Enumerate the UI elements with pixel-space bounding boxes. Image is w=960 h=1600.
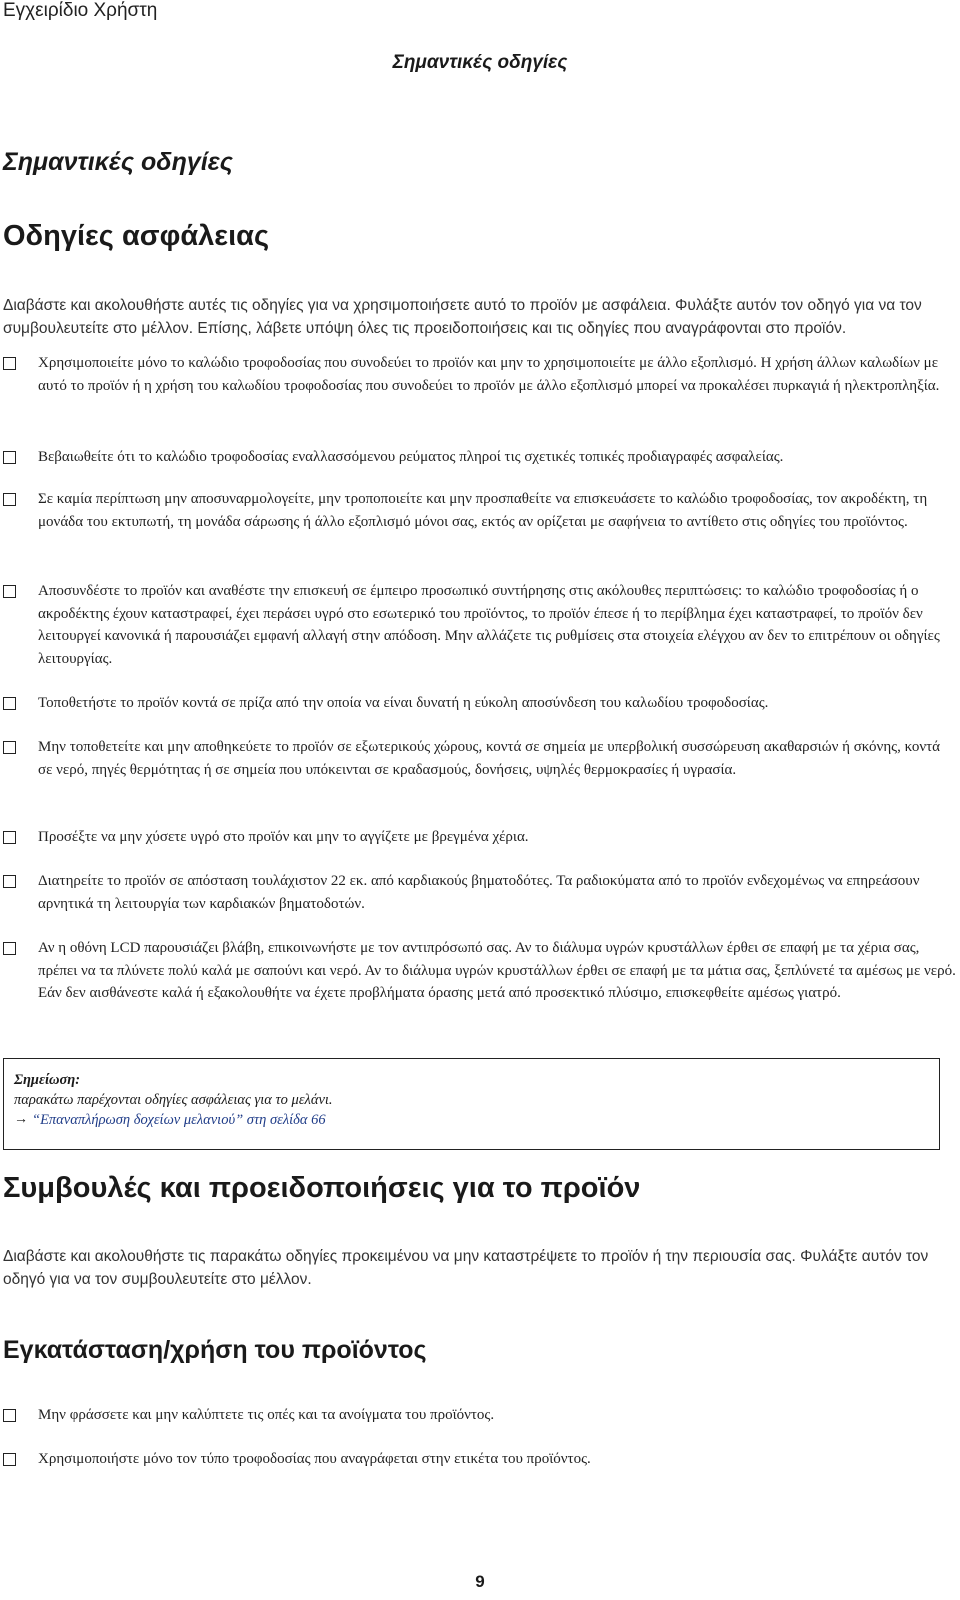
safety-item-text: Διατηρείτε το προϊόν σε απόσταση τουλάχιστον 22 εκ. από καρδιακούς βηματοδότες. Τα ραδιοκύματα από το προϊόν ενδεχομένως να επηρεάσουν αρνητικά τη λειτουργία των καρδιακών βηματοδοτών. [38,873,920,912]
checkbox-bullet-icon [3,942,16,955]
safety-item-text: Χρησιμοποιείτε μόνο το καλώδιο τροφοδοσίας που συνοδεύει το προϊόν και μην το χρησιμοποιείτε με άλλο εξοπλισμό. Η χρήση άλλων καλωδίων με αυτό το προϊόν ή η χρήση του καλωδίου τροφοδοσίας που συνοδεύει το προϊόν με άλλο εξοπλισμό μπορεί να προκαλέσει πυρκαγιά ή ηλεκτροπληξία. [38,355,940,394]
checkbox-bullet-icon [3,585,16,598]
chapter-title: Σημαντικές οδηγίες [3,148,233,176]
checkbox-bullet-icon [3,875,16,888]
page-number: 9 [475,1572,485,1591]
running-head: Εγχειρίδιο Χρήστη [3,0,158,21]
note-cross-reference[interactable] [14,1110,929,1130]
checkbox-bullet-icon [3,831,16,844]
safety-item-text: Μην τοποθετείτε και μην αποθηκεύετε το προϊόν σε εξωτερικούς χώρους, κοντά σε σημεία με υπερβολική συσσώρευση ακαθαρσιών ή σκόνης, κοντά σε νερό, πηγές θερμότητας ή σε σημεία που υπόκεινται σε κραδασμούς, δονήσεις, υψηλές θερμοκρασίες ή υγρασία. [38,739,940,778]
safety-item-text: Προσέξτε να μην χύσετε υγρό στο προϊόν και μην το αγγίζετε με βρεγμένα χέρια. [38,829,529,845]
safety-item-text: Αν η οθόνη LCD παρουσιάζει βλάβη, επικοινωνήστε με τον αντιπρόσωπό σας. Αν το διάλυμα υγρών κρυστάλλων έρθει σε επαφή με τα χέρια σας, πρέπει να τα πλύνετε πολύ καλά με σαπούνι και νερό. Αν το διάλυμα υγρών κρυστάλλων έρθει σε επαφή με τα μάτια σας, ξεπλύνετέ τα αμέσως με νερό. Εάν δεν αισθάνεστε καλά ή εξακολουθήτε να έχετε προβλήματα όρασης μετά από προσεκτικό πλύσιμο, επισκεφθείτε αμέσως γιατρό. [38,940,956,1001]
installation-usage-heading: Εγκατάσταση/χρήση του προϊόντος [3,1336,427,1364]
checkbox-bullet-icon [3,451,16,464]
safety-list-item [3,826,958,849]
safety-list-item [3,937,958,1005]
safety-item-text: Τοποθετήστε το προϊόν κοντά σε πρίζα από την οποία να είναι δυνατή η εύκολη αποσύνδεση του καλωδίου τροφοδοσίας. [38,695,769,711]
safety-item-text: Βεβαιωθείτε ότι το καλώδιο τροφοδοσίας εναλλασσόμενου ρεύματος πληροί τις σχετικές τοπικές προδιαγραφές ασφαλείας. [38,449,784,465]
page-reference-link[interactable]: “Επαναπλήρωση δοχείων μελανιού” στη σελίδα 66 [32,1112,326,1128]
safety-instructions-heading: Οδηγίες ασφάλειας [3,220,270,252]
safety-list-item [3,446,958,469]
note-box [3,1058,940,1150]
product-tips-heading: Συμβουλές και προειδοποιήσεις για το προϊόν [3,1172,641,1204]
install-list-item [3,1448,958,1471]
safety-list-item [3,870,958,915]
safety-list-item [3,736,958,781]
safety-item-text: Σε καμία περίπτωση μην αποσυναρμολογείτε, μην τροποποιείτε και μην προσπαθείτε να επισκευάσετε το καλώδιο τροφοδοσίας, τον ακροδέκτη, τη μονάδα του εκτυπωτή, τη μονάδα σάρωσης ή άλλο εξοπλισμό μόνοι σας, εκτός αν ορίζεται με σαφήνεια το αντίθετο στις οδηγίες του προϊόντος. [38,491,928,530]
safety-list-item [3,580,958,670]
install-item-text: Χρησιμοποιήστε μόνο τον τύπο τροφοδοσίας που αναγράφεται στην ετικέτα του προϊόντος. [38,1451,591,1467]
safety-intro-paragraph: Διαβάστε και ακολουθήστε αυτές τις οδηγίες για να χρησιμοποιήσετε αυτό το προϊόν με ασφάλεια. Φυλάξτε αυτόν τον οδηγό για να τον συμβουλευτείτε στο μέλλον. Επίσης, λάβετε υπόψη όλες τις προειδοποιήσεις και τις οδηγίες που αναγράφονται στο προϊόν. [3,297,922,337]
checkbox-bullet-icon [3,493,16,506]
section-header: Σημαντικές οδηγίες [392,52,568,73]
install-item-text: Μην φράσσετε και μην καλύπτετε τις οπές και τα ανοίγματα του προϊόντος. [38,1407,495,1423]
safety-list-item [3,692,958,715]
checkbox-bullet-icon [3,1409,16,1422]
arrow-right-icon: → [14,1112,28,1127]
safety-item-text: Αποσυνδέστε το προϊόν και αναθέστε την επισκευή σε έμπειρο προσωπικό συντήρησης στις ακόλουθες περιπτώσεις: το καλώδιο τροφοδοσίας ή ο ακροδέκτης έχουν καταστραφεί, έχει περάσει υγρό στο εσωτερικό του προϊόντος, το προϊόν έπεσε ή το περίβλημα έχει καταστραφεί, το προϊόν δεν λειτουργεί κανονικά ή παρουσιάζει εμφανή αλλαγή στην απόδοση. Μην αλλάζετε τις ρυθμίσεις στα στοιχεία ελέγχου αν δεν το επιτρέπουν οι οδηγίες λειτουργίας. [38,583,940,667]
checkbox-bullet-icon [3,357,16,370]
note-text: παρακάτω παρέχονται οδηγίες ασφάλειας για το μελάνι. [14,1092,333,1108]
product-tips-intro: Διαβάστε και ακολουθήστε τις παρακάτω οδηγίες προκειμένου να μην καταστρέψετε το προϊόν ή την περιουσία σας. Φυλάξτε αυτόν τον οδηγό για να τον συμβουλευτείτε στο μέλλον. [3,1248,929,1288]
safety-list-item [3,488,958,533]
checkbox-bullet-icon [3,697,16,710]
install-list-item [3,1404,958,1427]
safety-list-item [3,352,958,397]
checkbox-bullet-icon [3,1453,16,1466]
checkbox-bullet-icon [3,741,16,754]
note-title: Σημείωση: [14,1072,81,1088]
